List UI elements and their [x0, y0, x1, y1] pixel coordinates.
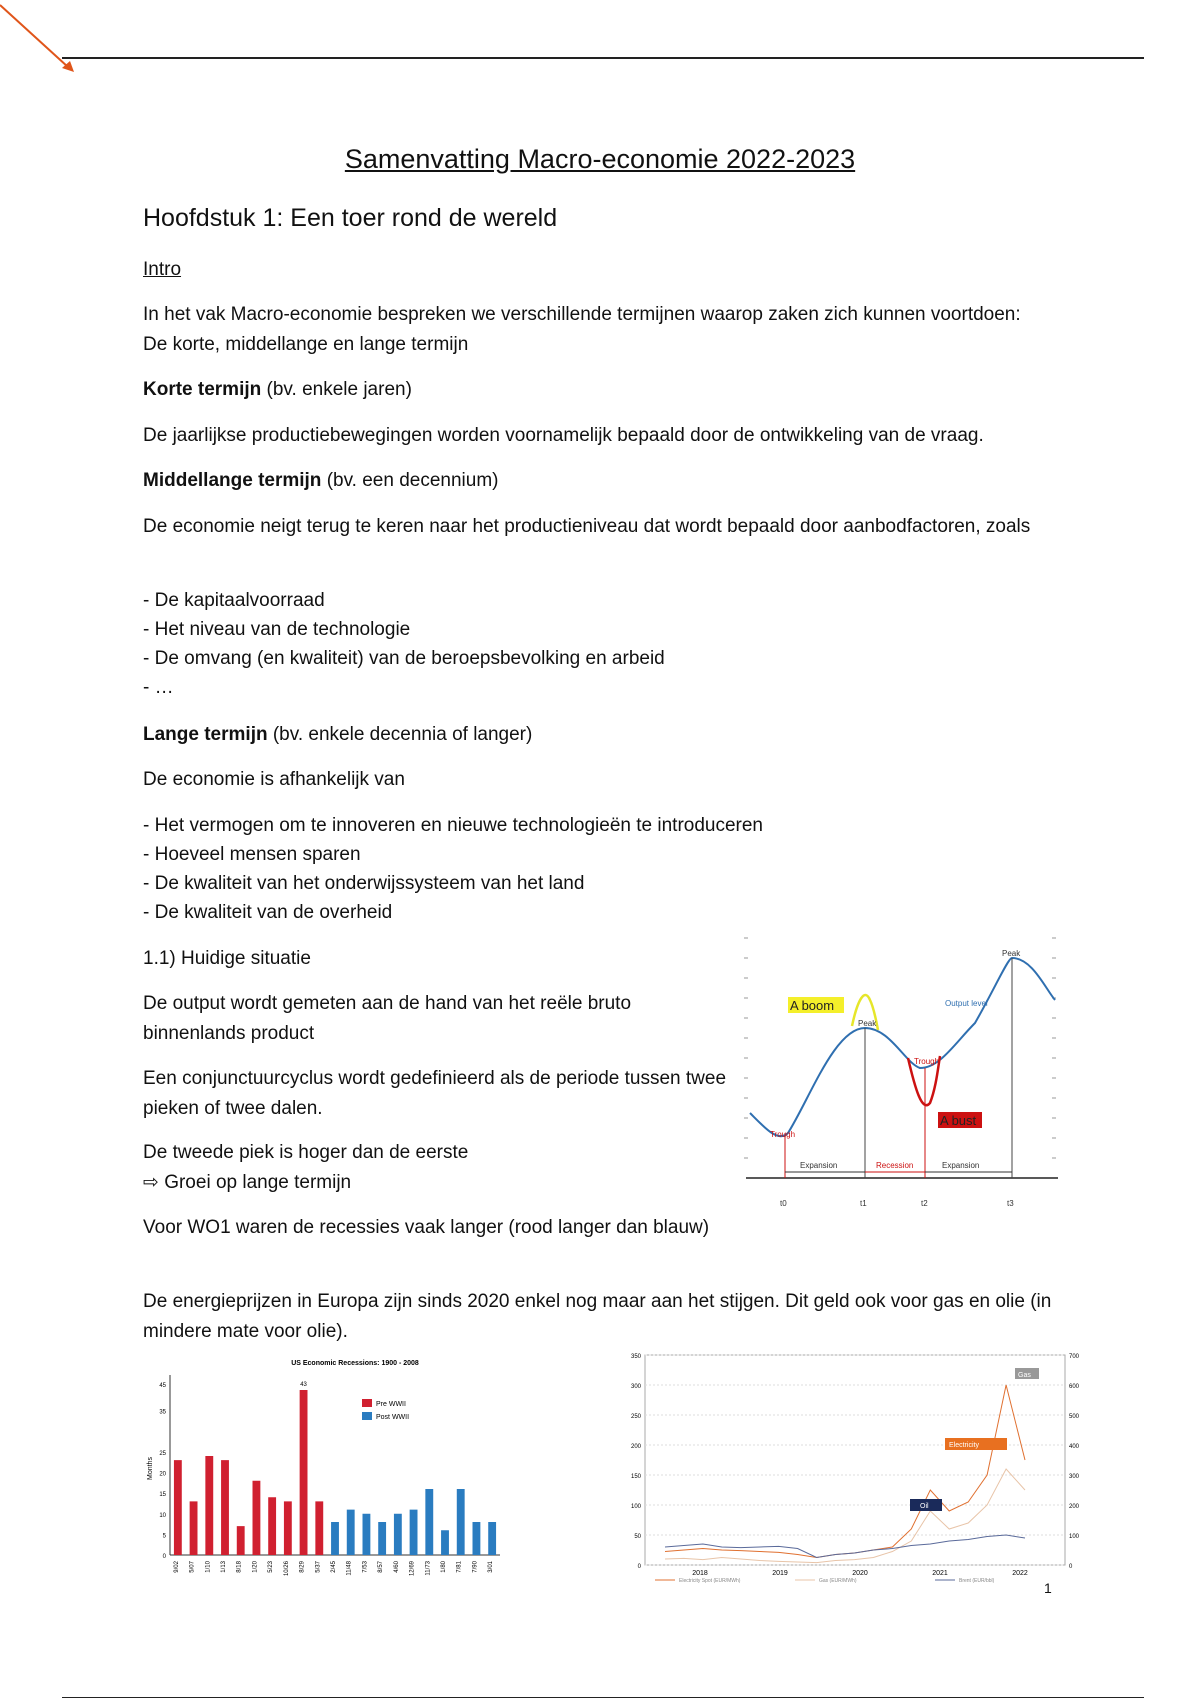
- bar: [221, 1460, 229, 1555]
- y-left-tick-label: 0: [637, 1564, 641, 1570]
- medium-term-note: (bv. een decennium): [326, 470, 499, 491]
- x-tick-label: 2020: [852, 1570, 868, 1577]
- list-item: - De kwaliteit van de overheid: [143, 902, 393, 923]
- y-right-tick-label: 100: [1069, 1534, 1080, 1540]
- medium-term-label: Middellange termijn: [143, 470, 322, 491]
- expansion-label: Expansion: [800, 1161, 838, 1170]
- paragraph-wo1: Voor WO1 waren de recessies vaak langer (rood langer dan blauw): [143, 1217, 710, 1238]
- y-left-tick-label: 300: [630, 1384, 641, 1390]
- series-line-electricity: [665, 1385, 1025, 1558]
- t1-label: t1: [860, 1199, 867, 1208]
- chart-title: US Economic Recessions: 1900 - 2008: [291, 1360, 419, 1367]
- list-item: - Het niveau van de technologie: [143, 619, 411, 640]
- long-term-text: De economie is afhankelijk van: [143, 769, 405, 790]
- bar: [284, 1501, 292, 1555]
- long-term-note: (bv. enkele decennia of langer): [272, 724, 533, 745]
- gas-label: Gas: [1018, 1372, 1031, 1379]
- legend-swatch-pre: [362, 1399, 372, 1407]
- bar: [190, 1501, 198, 1555]
- bar: [205, 1456, 213, 1555]
- x-tick-label: 4/60: [393, 1561, 400, 1573]
- legend-label-post: Post WWII: [376, 1414, 410, 1421]
- y-right-tick-label: 0: [1069, 1564, 1073, 1570]
- bar: [331, 1522, 339, 1555]
- medium-term-list: [143, 586, 665, 702]
- recession-label: Recession: [876, 1161, 914, 1170]
- energy-prices-chart: [620, 1350, 1090, 1595]
- tick-marks: [744, 938, 1056, 1158]
- long-term-label: Lange termijn: [143, 724, 268, 745]
- x-tick-label: 2018: [692, 1570, 708, 1577]
- corner-arrow-icon: [0, 0, 80, 80]
- bar: [315, 1501, 323, 1555]
- electricity-label: Electricity: [949, 1442, 979, 1449]
- x-tick-label: 2021: [932, 1570, 948, 1577]
- boom-label: A boom: [790, 998, 835, 1013]
- x-tick-label: 1/80: [441, 1561, 447, 1573]
- x-tick-label: 7/81: [456, 1561, 463, 1573]
- bar: [441, 1530, 449, 1555]
- x-tick-label: 2/45: [331, 1561, 337, 1573]
- paragraph-cycle: Een conjunctuurcyclus wordt gedefinieerd als de periode tussen twee pieken of twee dalen.: [143, 1068, 727, 1119]
- intro-heading: Intro: [143, 259, 182, 280]
- y-tick-label: 0: [162, 1554, 166, 1560]
- section-heading: 1.1) Huidige situatie: [143, 948, 311, 969]
- bar: [363, 1514, 371, 1555]
- x-tick-label: 11/48: [346, 1561, 353, 1576]
- paragraph-growth: ⇨ Groei op lange termijn: [143, 1172, 352, 1193]
- chapter-heading: Hoofdstuk 1: Een toer rond de wereld: [143, 204, 558, 232]
- x-tick-label: 9/02: [173, 1561, 180, 1573]
- peak-label: Peak: [858, 1019, 877, 1028]
- y-tick-label: 45: [159, 1383, 166, 1389]
- y-left-tick-label: 150: [630, 1474, 641, 1480]
- x-tick-label: 5/23: [268, 1561, 275, 1573]
- peak2-label: Peak: [1002, 949, 1021, 958]
- legend-label: Gas (EUR/MWh): [819, 1578, 857, 1584]
- list-item: - De kwaliteit van het onderwijssysteem van het land: [143, 873, 585, 894]
- legend-label-pre: Pre WWII: [376, 1401, 406, 1408]
- x-tick-label: 5/07: [189, 1561, 196, 1573]
- oil-label: Oil: [920, 1503, 929, 1510]
- legend-label: Brent (EUR/bbl): [959, 1578, 995, 1584]
- t2-label: t2: [921, 1199, 928, 1208]
- business-cycle-diagram: [740, 928, 1060, 1218]
- y-left-tick-label: 350: [630, 1354, 641, 1360]
- x-tick-label: 10/26: [283, 1561, 290, 1577]
- y-tick-label: 10: [159, 1512, 166, 1519]
- y-left-tick-label: 100: [630, 1504, 641, 1510]
- footer-rule: [62, 1697, 1144, 1698]
- y-tick-label: 20: [159, 1471, 166, 1478]
- bar: [488, 1522, 496, 1555]
- short-term-heading: [143, 375, 412, 405]
- x-tick-label: 1/20: [252, 1561, 259, 1573]
- y-right-tick-label: 200: [1069, 1504, 1080, 1510]
- bust-label: A bust: [940, 1113, 977, 1128]
- medium-term-heading: [143, 466, 499, 496]
- bar: [268, 1497, 276, 1555]
- y-right-tick-label: 300: [1069, 1474, 1080, 1480]
- x-tick-label: 2022: [1012, 1570, 1028, 1577]
- list-item: - De omvang (en kwaliteit) van de beroepsbevolking en arbeid: [143, 648, 665, 669]
- x-tick-label: 7/53: [362, 1561, 369, 1573]
- x-tick-label: 1/10: [205, 1561, 212, 1573]
- t0-label: t0: [780, 1199, 787, 1208]
- bar: [174, 1460, 182, 1555]
- x-tick-label: 1/13: [221, 1561, 227, 1573]
- bar: [300, 1390, 308, 1555]
- y-right-tick-label: 500: [1069, 1414, 1080, 1420]
- y-left-tick-label: 250: [630, 1414, 641, 1420]
- x-tick-label: 2019: [772, 1570, 788, 1577]
- y-right-tick-label: 700: [1069, 1354, 1080, 1360]
- bar: [378, 1522, 386, 1555]
- bar: [425, 1489, 433, 1555]
- bar: [394, 1514, 402, 1555]
- medium-term-text: De economie neigt terug te keren naar het productieniveau dat wordt bepaald door aanbodfactoren, zoals: [143, 516, 1031, 537]
- us-recessions-chart: [145, 1355, 530, 1590]
- x-tick-label: 5/37: [315, 1561, 322, 1573]
- y-tick-label: 35: [159, 1409, 166, 1416]
- y-right-tick-label: 400: [1069, 1444, 1080, 1450]
- intro-text: In het vak Macro-economie bespreken we verschillende termijnen waarop zaken zich kunnen voortdoen: De korte, middellange en lange termijn: [143, 304, 1021, 355]
- y-tick-label: 15: [159, 1492, 166, 1499]
- long-term-heading: [143, 720, 532, 750]
- x-tick-label: 3/01: [488, 1561, 495, 1573]
- bar: [253, 1481, 261, 1555]
- y-right-tick-label: 600: [1069, 1384, 1080, 1390]
- list-item: - Het vermogen om te innoveren en nieuwe technologieën te introduceren: [143, 815, 763, 836]
- list-item: - Hoeveel mensen sparen: [143, 844, 361, 865]
- legend-label: Electricity Spot (EUR/MWh): [679, 1578, 741, 1584]
- page-number: 1: [1044, 1580, 1052, 1596]
- paragraph-peak: De tweede piek is hoger dan de eerste: [143, 1142, 469, 1163]
- paragraph-output: De output wordt gemeten aan de hand van het reële bruto binnenlands product: [143, 993, 632, 1044]
- expansion2-label: Expansion: [942, 1161, 980, 1170]
- series-line-oil: [665, 1535, 1025, 1558]
- y-tick-label: 5: [162, 1533, 166, 1540]
- x-tick-label: 11/73: [425, 1561, 432, 1576]
- bar: [457, 1489, 465, 1555]
- x-tick-label: 8/57: [378, 1561, 385, 1573]
- header-rule: [62, 57, 1144, 59]
- series-line-gas: [665, 1469, 1025, 1563]
- paragraph-energy: De energieprijzen in Europa zijn sinds 2020 enkel nog maar aan het stijgen. Dit geld ook voor gas en olie (in mindere mate voor olie).: [143, 1291, 1052, 1342]
- bar: [347, 1510, 355, 1555]
- plot-frame: [645, 1355, 1065, 1565]
- short-term-label: Korte termijn: [143, 379, 262, 400]
- x-tick-label: 12/69: [409, 1561, 416, 1577]
- trough-label: Trough: [914, 1057, 940, 1066]
- bar: [237, 1526, 245, 1555]
- trough0-label: Trough: [770, 1130, 796, 1139]
- y-left-tick-label: 200: [630, 1444, 641, 1450]
- y-axis-label: Months: [147, 1457, 154, 1480]
- x-tick-label: 7/90: [472, 1561, 479, 1573]
- list-item: - De kapitaalvoorraad: [143, 590, 325, 611]
- bar-value-label: 43: [300, 1382, 307, 1388]
- y-left-tick-label: 50: [634, 1534, 641, 1540]
- short-term-text: De jaarlijkse productiebewegingen worden voornamelijk bepaald door de ontwikkeling van de vraag.: [143, 425, 984, 446]
- list-item: - …: [143, 677, 174, 698]
- bar: [473, 1522, 481, 1555]
- long-term-list: [143, 811, 763, 927]
- page-title: Samenvatting Macro-economie 2022-2023: [344, 144, 856, 174]
- bar: [410, 1510, 418, 1555]
- legend-swatch-post: [362, 1412, 372, 1420]
- output-curve: [750, 958, 1055, 1136]
- short-term-note: (bv. enkele jaren): [266, 379, 412, 400]
- t3-label: t3: [1007, 1199, 1014, 1208]
- y-tick-label: 25: [159, 1450, 166, 1457]
- x-tick-label: 8/18: [236, 1561, 243, 1573]
- x-tick-label: 8/29: [299, 1561, 306, 1573]
- output-label: Output level: [945, 999, 988, 1008]
